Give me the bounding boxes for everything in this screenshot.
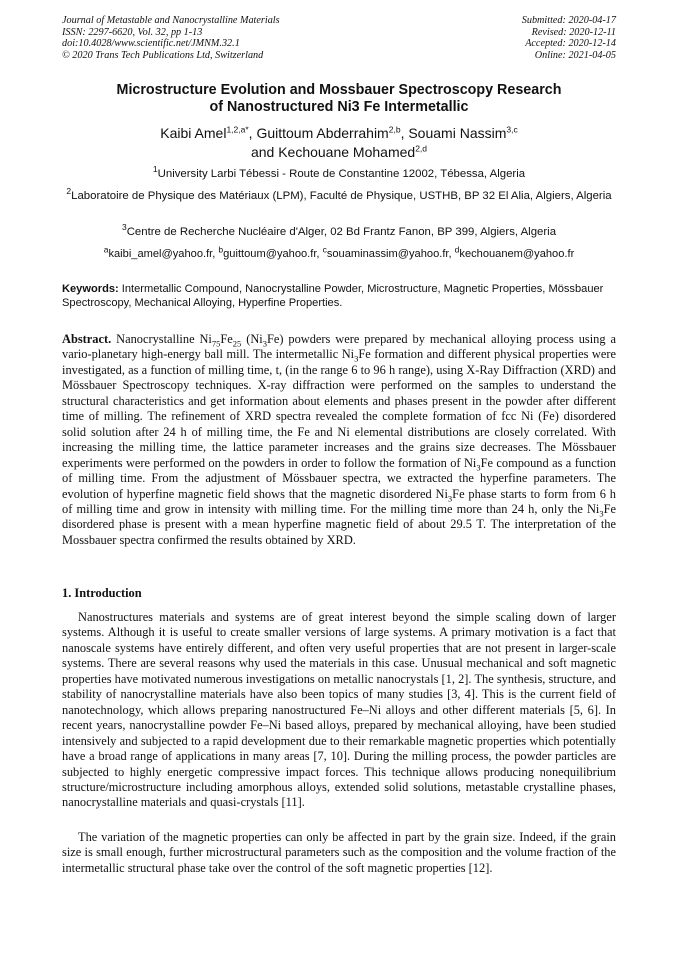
keywords-block	[62, 282, 616, 311]
affiliation-sup: 2	[66, 186, 72, 197]
author-separator: ,	[248, 125, 257, 141]
paper-title	[62, 82, 616, 116]
abstract-subscript: 3	[354, 353, 359, 364]
journal-doi: doi:10.4028/www.scientific.net/JMNM.32.1	[62, 38, 240, 50]
author-line-1	[62, 124, 616, 143]
author-and: and	[250, 144, 279, 160]
affiliation-text: Laboratoire de Physique des Matériaux (LPM), Faculté de Physique, USTHB, BP 32 El Alia, Algiers, Algeria	[71, 190, 612, 202]
affiliation-3	[62, 222, 616, 241]
affiliation-text: University Larbi Tébessi - Route de Constantine 12002, Tébessa, Algeria	[157, 168, 526, 180]
date-online: Online: 2021-04-05	[534, 49, 616, 61]
dates-header	[522, 15, 616, 61]
abstract-text: Fe formation and different physical properties were investigated, as a function of milling time, t, (in the range 6 to 96 h range), using X-Ray Diffraction (XRD) and Mössbauer Spectroscopy techniques. X-ray diffraction were performed on the samples to understand the structural characteristics and get information about elements and phases present in the powder after different time of milling. The refinement of XRD spectra revealed the complete formation of fcc Ni (Fe) disordered solid solution after 24 h of milling time, the Fe and Ni elemental distributions are closely correlated. With increasing the milling time, the lattice parameter increases and the grains size decreases. The Mössbauer experiments were performed on the powders in order to follow the formation of Ni	[62, 347, 616, 470]
affiliation-2	[62, 186, 616, 205]
email-sup: a	[103, 244, 109, 255]
author-sup: 2,d	[415, 143, 428, 154]
abstract-subscript: 3	[447, 493, 453, 503]
abstract-label: Abstract.	[62, 332, 112, 346]
title-line-2: of Nanostructured Ni3 Fe Intermetallic	[209, 99, 469, 115]
author-sup: 3,c	[506, 124, 518, 135]
abstract-subscript: 25	[232, 338, 242, 349]
affiliation-text: Centre de Recherche Nucléaire d'Alger, 02 Bd Frantz Fanon, BP 399, Algiers, Algeria	[126, 226, 557, 238]
email-sup: c	[322, 244, 327, 255]
email-address: guittoum@yahoo.fr,	[223, 248, 323, 260]
author-emails	[62, 244, 616, 262]
email-sup: b	[218, 244, 224, 255]
author-name: Kaibi Amel	[160, 125, 227, 141]
author-sup: 2,b	[388, 124, 401, 135]
affiliation-1	[62, 164, 616, 183]
abstract-text: Fe compound as a function of milling time. From the adjustment of Mössbauer spectra, we extracted the hyperfine parameters. The evolution of hyperfine magnetic field shows that the magnetic disordered Ni	[62, 455, 616, 501]
abstract-text: Fe	[220, 332, 233, 346]
author-name: Kechouane Mohamed	[278, 144, 416, 160]
introduction-paragraph-2: The variation of the magnetic properties can only be affected in part by the grain size. Indeed, if the grain size is small enough, further microstructural parameters such as the composition and the volume fraction of the intermetallic structural phase take over the control of the soft magnetic properties [12].	[62, 830, 616, 875]
title-line-1: Microstructure Evolution and Mossbauer Spectroscopy Research	[116, 82, 562, 98]
abstract-text: Fe disordered phase is present with a mean hyperfine magnetic field of about 29.5 T. The interpretation of the Mossbauer spectra confirmed the results obtained by XRD.	[62, 501, 616, 547]
section-heading-introduction: 1. Introduction	[62, 586, 142, 600]
abstract-subscript: 75	[211, 338, 221, 349]
affiliation-sup: 3	[121, 222, 127, 233]
abstract-subscript: 3	[476, 462, 481, 473]
date-revised: Revised: 2020-12-11	[531, 26, 616, 38]
abstract-text: Fe phase starts to form from 6 h of milling time and grow in intensity with milling time. For the milling time more than 24 h, only the Ni	[62, 486, 617, 516]
date-accepted: Accepted: 2020-12-14	[525, 38, 616, 50]
affiliation-sup: 1	[152, 164, 158, 175]
abstract-text: Fe) powders were prepared by mechanical alloying process using a vario-planetary high-energy ball mill. The intermetallic Ni	[62, 332, 616, 362]
abstract-subscript: 3	[599, 508, 604, 519]
author-list	[62, 124, 616, 162]
author-sup: 1,2,a*	[226, 124, 249, 135]
email-address: kechouanem@yahoo.fr	[459, 248, 575, 260]
abstract-subscript: 3	[262, 338, 267, 349]
author-line-2	[62, 143, 616, 162]
abstract-text: (Ni	[241, 332, 263, 346]
abstract-block	[62, 332, 616, 548]
email-sup: d	[454, 244, 460, 255]
author-name: Guittoum Abderrahim	[256, 125, 389, 141]
keywords-text: Intermetallic Compound, Nanocrystalline Powder, Microstructure, Magnetic Properties, Mössbauer Spectroscopy, Mechanical Alloying, Hyperfine Properties.	[62, 283, 604, 310]
journal-name: Journal of Metastable and Nanocrystalline Materials	[62, 15, 280, 26]
author-separator: ,	[400, 125, 409, 141]
keywords-label: Keywords:	[62, 283, 119, 295]
email-address: kaibi_amel@yahoo.fr,	[108, 248, 219, 260]
journal-copyright: © 2020 Trans Tech Publications Ltd, Switzerland	[62, 49, 264, 61]
journal-header	[62, 15, 280, 61]
introduction-paragraph-1: Nanostructures materials and systems are of great interest beyond the simple scaling down of larger systems. Although it is useful to create smaller versions of large systems. A primary motivation is a fact that nanoscale systems have entirely different, and often very useful properties that are not present in larger-scale systems. There are several reasons why used the materials in this case. Unusual mechanical and soft magnetic properties have motivated numerous investigations on metallic nanocrystals [1, 2]. The synthesis, structure, and stability of nanocrystalline materials have also been topics of many studies [3, 4]. This is the current field of nanotechnology, which allows preparing nanostructured Fe–Ni alloys and other different materials [5, 6]. In recent years, nanocrystalline powder Fe–Ni based alloys, prepared by mechanical alloying, have been studied intensively and subjected to a rapid development due to their remarkable magnetic properties which potentially have a broad range of applications in many areas [7, 10]. During the milling process, the powder particles are subjected to highly energetic compressive impact forces. This technique allows producing nonequilibrium structure/microstructure including amorphous alloys, extended solid solutions, metastable crystalline phases, nanocrystalline materials and quasi-crystals [11].	[62, 610, 616, 810]
journal-issn: ISSN: 2297-6620, Vol. 32, pp 1-13	[62, 26, 203, 38]
abstract-text: Nanocrystalline Ni	[111, 332, 212, 346]
author-name: Souami Nassim	[408, 125, 507, 141]
email-address: souaminassim@yahoo.fr,	[326, 248, 455, 260]
date-submitted: Submitted: 2020-04-17	[521, 15, 616, 26]
